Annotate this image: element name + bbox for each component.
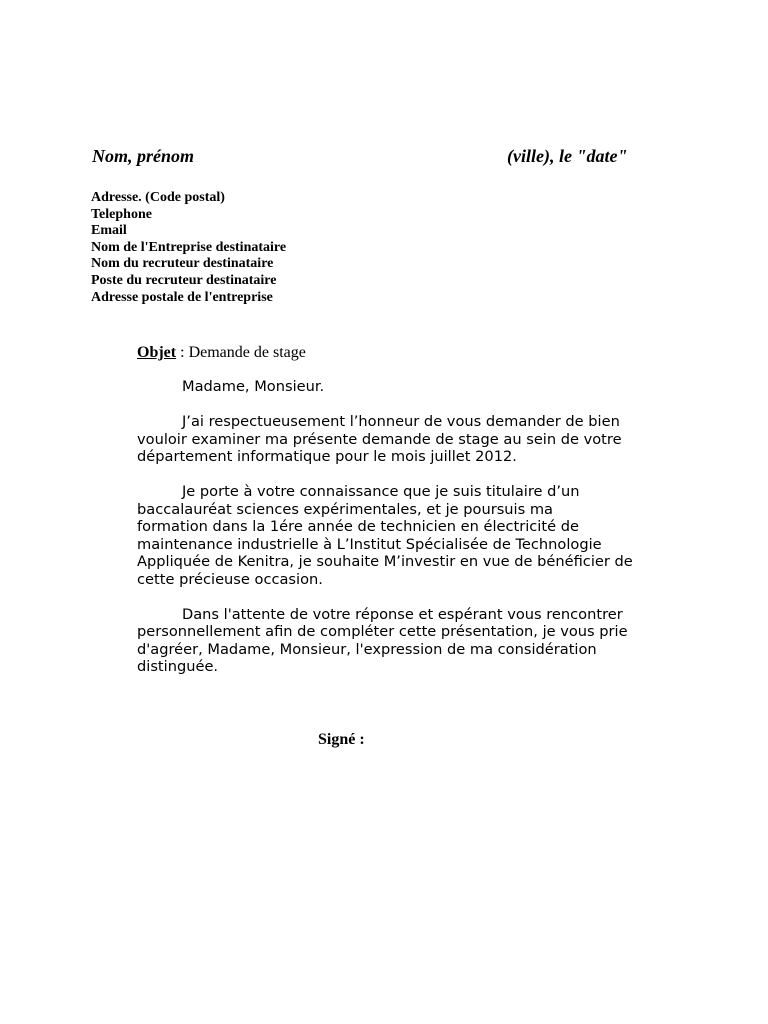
paragraph-closing: Dans l'attente de votre réponse et espérant vous rencontrer personnellement afin de compléter cette présentation, je vous prie d'agréer, Madame, Monsieur, l'expression de ma considération distinguée. — [137, 605, 628, 675]
company-address-line: Adresse postale de l'entreprise — [91, 289, 273, 305]
paragraph-request: J’ai respectueusement l’honneur de vous demander de bien vouloir examiner ma présente demande de stage au sein de votre département informatique pour le mois juillet 2012. — [137, 413, 622, 465]
subject-line — [137, 344, 306, 362]
subject-separator: : — [176, 344, 189, 361]
address-block — [91, 190, 286, 306]
salutation: Madame, Monsieur. — [182, 378, 325, 395]
address-line: Adresse. (Code postal) — [91, 190, 225, 205]
letter-body — [137, 378, 677, 693]
sender-name: Nom, prénom — [92, 146, 195, 166]
subject-text: Demande de stage — [188, 344, 306, 361]
subject-label: Objet — [137, 344, 177, 361]
paragraph-background: Je porte à votre connaissance que je suis titulaire d’un baccalauréat sciences expérimentales, et je poursuis ma formation dans la 1ére année de technicien en électricité de maintenance industrielle à L’Institut Spécialisée de Technologie Appliquée de Kenitra, je souhaite M’investir en vue de bénéficier de cette précieuse occasion. — [137, 483, 633, 588]
place-and-date: (ville), le "date" — [507, 146, 628, 166]
email-line: Email — [91, 223, 127, 239]
signature-label: Signé : — [318, 731, 365, 748]
recruiter-name-line: Nom du recruteur destinataire — [91, 256, 274, 272]
company-name-line: Nom de l'Entreprise destinataire — [91, 239, 287, 255]
phone-line: Telephone — [91, 206, 152, 222]
recruiter-position-line: Poste du recruteur destinataire — [91, 272, 277, 288]
